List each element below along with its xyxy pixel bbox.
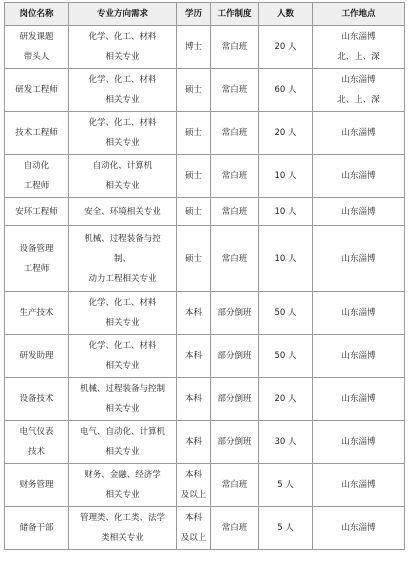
cell-major-line: 机械、过程装备与控制 bbox=[79, 384, 165, 394]
cell-major-line: 相关专业 bbox=[105, 95, 140, 105]
cell-position-line: 设备技术 bbox=[19, 394, 54, 404]
cell-major-line: 相关专业 bbox=[105, 138, 140, 148]
cell-position bbox=[5, 226, 69, 292]
cell-count: 20 人 bbox=[259, 26, 313, 69]
cell-education-line: 硕士 bbox=[184, 85, 202, 95]
header-education: 学历 bbox=[177, 3, 211, 26]
cell-major bbox=[69, 155, 177, 198]
cell-position-line: 工程师 bbox=[23, 263, 50, 274]
cell-major-line: 相关专业 bbox=[105, 52, 140, 62]
cell-position-line: 安环工程师 bbox=[15, 206, 58, 217]
cell-location-line: 山东淄博 bbox=[341, 351, 376, 361]
cell-count: 10 人 bbox=[259, 198, 313, 226]
cell-count: 20 人 bbox=[259, 378, 313, 421]
cell-major-line: 自动化、计算机 bbox=[92, 161, 153, 171]
cell-major bbox=[69, 292, 177, 335]
cell-position-line: 研发工程师 bbox=[15, 85, 58, 95]
cell-education bbox=[177, 198, 211, 226]
cell-major-line: 相关专业 bbox=[105, 404, 140, 414]
cell-location bbox=[313, 378, 405, 421]
cell-schedule: 部分倒班 bbox=[211, 421, 259, 464]
cell-position-line: 自动化 bbox=[23, 161, 50, 171]
cell-major-line: 电气、自动化、计算机 bbox=[79, 427, 165, 437]
cell-count: 10 人 bbox=[259, 155, 313, 198]
table-row bbox=[5, 112, 405, 155]
cell-major-line: 财务、金融、经济学 bbox=[84, 470, 161, 480]
cell-education bbox=[177, 112, 211, 155]
header-location: 工作地点 bbox=[313, 3, 405, 26]
cell-position-line: 财务管理 bbox=[19, 480, 54, 490]
cell-location-line: 山东淄博 bbox=[341, 128, 376, 138]
cell-major-line: 相关专业 bbox=[105, 447, 140, 457]
cell-location-line: 山东淄博 bbox=[341, 171, 376, 181]
cell-location-line: 山东淄博 bbox=[341, 308, 376, 318]
cell-schedule: 常白班 bbox=[211, 198, 259, 226]
header-major: 专业方向需求 bbox=[69, 3, 177, 26]
cell-schedule: 部分倒班 bbox=[211, 335, 259, 378]
cell-major-line: 管理类、化工类、法学 bbox=[79, 513, 165, 523]
header-schedule: 工作制度 bbox=[211, 3, 259, 26]
cell-schedule: 部分倒班 bbox=[211, 378, 259, 421]
cell-major bbox=[69, 69, 177, 112]
cell-major bbox=[69, 26, 177, 69]
cell-location-line: 山东淄博 bbox=[341, 523, 376, 533]
table-row bbox=[5, 335, 405, 378]
cell-location-line: 山东淄博 bbox=[341, 75, 376, 85]
cell-position-line: 研发助理 bbox=[19, 351, 54, 361]
cell-location-line: 北、上、深 bbox=[337, 52, 380, 62]
cell-location-line: 山东淄博 bbox=[341, 437, 376, 447]
cell-position bbox=[5, 292, 69, 335]
cell-major-line: 相关专业 bbox=[105, 318, 140, 328]
table-row bbox=[5, 378, 405, 421]
table-row bbox=[5, 155, 405, 198]
cell-education-line: 本科 bbox=[184, 437, 202, 447]
cell-position bbox=[5, 421, 69, 464]
cell-education bbox=[177, 464, 211, 507]
cell-education-line: 及以上 bbox=[180, 533, 207, 543]
table-row bbox=[5, 292, 405, 335]
cell-position bbox=[5, 155, 69, 198]
cell-education-line: 本科 bbox=[184, 394, 202, 404]
table-row bbox=[5, 464, 405, 507]
cell-location bbox=[313, 421, 405, 464]
cell-major bbox=[69, 421, 177, 464]
cell-education bbox=[177, 226, 211, 292]
cell-education bbox=[177, 378, 211, 421]
cell-major bbox=[69, 112, 177, 155]
cell-education-line: 及以上 bbox=[180, 490, 207, 500]
cell-location-line: 山东淄博 bbox=[341, 253, 376, 264]
cell-major-line: 机械、过程装备与控 bbox=[84, 233, 161, 244]
cell-location-line: 山东淄博 bbox=[341, 394, 376, 404]
cell-education bbox=[177, 292, 211, 335]
cell-major-line: 化学、化工、材料 bbox=[88, 118, 157, 128]
cell-location bbox=[313, 155, 405, 198]
cell-location bbox=[313, 507, 405, 550]
cell-count: 30 人 bbox=[259, 421, 313, 464]
cell-position-line: 工程师 bbox=[23, 181, 50, 191]
cell-education-line: 博士 bbox=[184, 42, 202, 52]
cell-education bbox=[177, 26, 211, 69]
cell-location bbox=[313, 335, 405, 378]
cell-education-line: 本科 bbox=[184, 513, 202, 523]
table-row bbox=[5, 26, 405, 69]
table-header-row bbox=[5, 3, 405, 26]
cell-position-line: 技术工程师 bbox=[15, 128, 58, 138]
cell-location bbox=[313, 292, 405, 335]
cell-location bbox=[313, 226, 405, 292]
cell-major bbox=[69, 464, 177, 507]
cell-education-line: 本科 bbox=[184, 470, 202, 480]
cell-education-line: 硕士 bbox=[184, 171, 202, 181]
cell-major-line: 化学、化工、材料 bbox=[88, 341, 157, 351]
cell-major bbox=[69, 378, 177, 421]
cell-education bbox=[177, 507, 211, 550]
cell-major-line: 制、 bbox=[113, 253, 131, 264]
table-body bbox=[5, 26, 405, 550]
cell-major-line: 动力工程相关专业 bbox=[88, 273, 157, 284]
cell-position bbox=[5, 26, 69, 69]
cell-education-line: 硕士 bbox=[184, 253, 202, 264]
header-position: 岗位名称 bbox=[5, 3, 69, 26]
cell-count: 60 人 bbox=[259, 69, 313, 112]
cell-schedule: 常白班 bbox=[211, 112, 259, 155]
cell-major-line: 类相关专业 bbox=[101, 533, 144, 543]
cell-count: 5 人 bbox=[259, 464, 313, 507]
cell-location bbox=[313, 464, 405, 507]
cell-position-line: 储备干部 bbox=[19, 523, 54, 533]
cell-position-line: 电气仪表 bbox=[19, 427, 54, 437]
cell-location-line: 山东淄博 bbox=[341, 206, 376, 217]
cell-location bbox=[313, 69, 405, 112]
cell-position bbox=[5, 69, 69, 112]
table-row bbox=[5, 69, 405, 112]
cell-major-line: 化学、化工、材料 bbox=[88, 75, 157, 85]
cell-major bbox=[69, 226, 177, 292]
cell-position-line: 技术 bbox=[27, 447, 45, 457]
cell-position bbox=[5, 112, 69, 155]
table-row bbox=[5, 421, 405, 464]
cell-position bbox=[5, 507, 69, 550]
table-row bbox=[5, 507, 405, 550]
cell-major-line: 化学、化工、材料 bbox=[88, 298, 157, 308]
cell-schedule: 部分倒班 bbox=[211, 292, 259, 335]
cell-location-line: 山东淄博 bbox=[341, 480, 376, 490]
cell-position bbox=[5, 378, 69, 421]
cell-count: 10 人 bbox=[259, 226, 313, 292]
cell-count: 50 人 bbox=[259, 335, 313, 378]
cell-count: 5 人 bbox=[259, 507, 313, 550]
cell-location bbox=[313, 112, 405, 155]
header-count: 人数 bbox=[259, 3, 313, 26]
cell-major-line: 相关专业 bbox=[105, 361, 140, 371]
cell-major-line: 相关专业 bbox=[105, 490, 140, 500]
cell-major bbox=[69, 335, 177, 378]
table-row bbox=[5, 226, 405, 292]
cell-location-line: 山东淄博 bbox=[341, 32, 376, 42]
cell-position-line: 生产技术 bbox=[19, 308, 54, 318]
cell-education-line: 本科 bbox=[184, 351, 202, 361]
cell-major-line: 化学、化工、材料 bbox=[88, 32, 157, 42]
cell-major-line: 相关专业 bbox=[105, 181, 140, 191]
cell-position-line: 带头人 bbox=[23, 52, 50, 62]
cell-major-line: 安全、环境相关专业 bbox=[84, 206, 161, 217]
cell-major bbox=[69, 507, 177, 550]
cell-schedule: 常白班 bbox=[211, 464, 259, 507]
cell-education-line: 本科 bbox=[184, 308, 202, 318]
cell-location-line: 北、上、深 bbox=[337, 95, 380, 105]
cell-position-line: 研发课题 bbox=[19, 32, 54, 42]
cell-schedule: 常白班 bbox=[211, 69, 259, 112]
cell-schedule: 常白班 bbox=[211, 155, 259, 198]
cell-schedule: 常白班 bbox=[211, 226, 259, 292]
cell-position bbox=[5, 464, 69, 507]
cell-location bbox=[313, 198, 405, 226]
cell-education bbox=[177, 421, 211, 464]
cell-education bbox=[177, 335, 211, 378]
cell-position bbox=[5, 198, 69, 226]
recruitment-table bbox=[4, 2, 405, 550]
cell-schedule: 常白班 bbox=[211, 26, 259, 69]
cell-education bbox=[177, 155, 211, 198]
cell-education-line: 硕士 bbox=[184, 128, 202, 138]
cell-count: 50 人 bbox=[259, 292, 313, 335]
cell-education-line: 硕士 bbox=[184, 206, 202, 217]
cell-count: 20 人 bbox=[259, 112, 313, 155]
cell-location bbox=[313, 26, 405, 69]
table-row bbox=[5, 198, 405, 226]
cell-major bbox=[69, 198, 177, 226]
cell-schedule: 常白班 bbox=[211, 507, 259, 550]
cell-position bbox=[5, 335, 69, 378]
cell-position-line: 设备管理 bbox=[19, 243, 54, 254]
cell-education bbox=[177, 69, 211, 112]
